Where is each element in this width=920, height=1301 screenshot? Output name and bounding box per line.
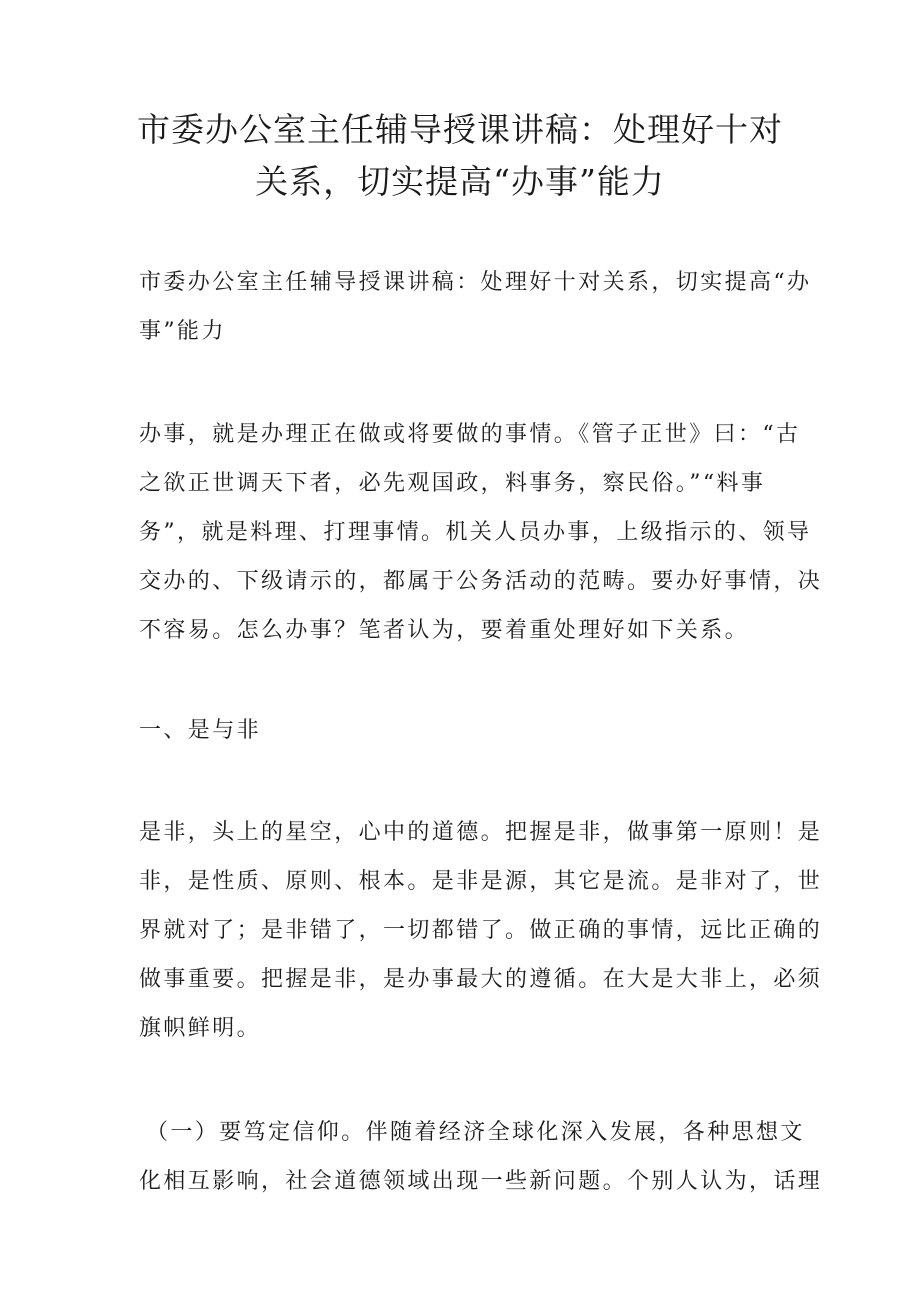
text-line: 旗帜鲜明。: [139, 1016, 262, 1041]
subsection-paragraph: [139, 1108, 823, 1206]
text-line: 化相互影响，社会道德领域出现一些新问题。个别人认为，话理: [139, 1169, 823, 1194]
text-line: 市委办公室主任辅导授课讲稿：处理好十对关系，切实提高“办: [139, 270, 812, 295]
text-line: 务”，就是料理、打理事情。机关人员办事，上级指示的、领导: [139, 520, 812, 545]
text-line: 界就对了；是非错了，一切都错了。做正确的事情，远比正确的: [139, 918, 823, 943]
subtitle-paragraph: [139, 258, 812, 356]
text-line: 办事，就是办理正在做或将要做的事情。《管子正世》曰：“古: [139, 422, 801, 447]
text-line: 不容易。怎么办事？笔者认为，要着重处理好如下关系。: [139, 618, 750, 643]
text-line: 非，是性质、原则、根本。是非是源，其它是流。是非对了，世: [139, 869, 823, 894]
section-heading: [139, 706, 789, 755]
title-line: 关系，切实提高“办事”能力: [255, 162, 665, 201]
text-line: 一、是与非: [139, 718, 262, 743]
document-title: [100, 104, 820, 208]
text-line: 交办的、下级请示的，都属于公务活动的范畴。要办好事情，决: [139, 569, 823, 594]
section-paragraph: [139, 808, 823, 1053]
text-line: （一）要笃定信仰。伴随着经济全球化深入发展，各种思想文: [146, 1120, 805, 1145]
title-line: 市委办公室主任辅导授课讲稿：处理好十对: [137, 110, 783, 149]
intro-paragraph: [139, 410, 823, 655]
text-line: 做事重要。把握是非，是办事最大的遵循。在大是大非上，必须: [139, 967, 823, 992]
text-line: 事”能力: [139, 319, 226, 344]
text-line: 之欲正世调天下者，必先观国政，料事务，察民俗。”“料事: [139, 471, 766, 496]
text-line: 是非，头上的星空，心中的道德。把握是非，做事第一原则！是: [139, 820, 823, 845]
